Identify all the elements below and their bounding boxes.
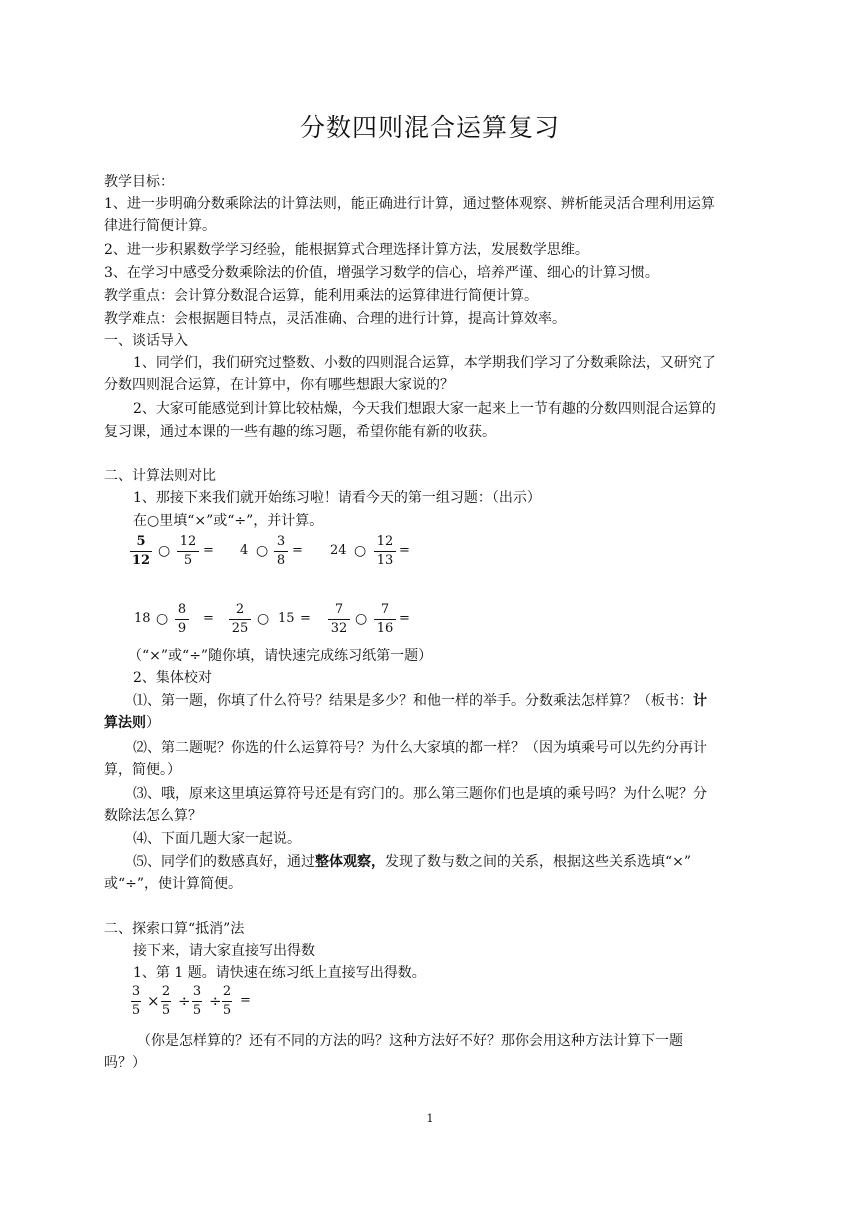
divide-sign: ÷	[178, 992, 191, 1010]
objectives-heading: 教学目标：	[104, 174, 174, 190]
integer: 24	[330, 543, 347, 558]
fraction: 5 12	[131, 534, 151, 568]
fraction: 3 8	[274, 534, 288, 569]
question-1-text: ⑴、第一题，你填了什么符号？结果是多少？和他一样的举手。分数乘法怎样算？（板书：	[133, 693, 693, 709]
fraction: 8 9	[175, 602, 189, 637]
section-1-heading: 一、谈话导入	[104, 333, 188, 349]
integer: 18	[134, 611, 151, 626]
question-5-line-2: 或“÷”，使计算简便。	[104, 876, 243, 892]
question-1-line-2	[104, 712, 760, 734]
integer: 15	[278, 611, 295, 626]
difficulty: 教学难点：会根据题目特点，灵活准确、合理的进行计算，提高计算效率。	[104, 311, 566, 327]
equals-sign: =	[292, 543, 303, 558]
question-5-bold: 整体观察，	[315, 854, 385, 870]
page-number: 1	[426, 1112, 434, 1125]
divide-sign: ÷	[209, 992, 222, 1010]
question-1-line-1	[133, 690, 760, 712]
fraction: 7 16	[374, 602, 396, 637]
section-2-paragraph-2: 在○里填“×”或“÷”，并计算。	[133, 513, 324, 529]
fraction: 12 13	[374, 534, 396, 569]
fraction: 3 5	[192, 984, 202, 1018]
blank-circle[interactable]: ○	[355, 611, 368, 627]
question-2-line-2: 算，简便。）	[104, 762, 181, 778]
section-3-heading: 二、探索口算“抵消”法	[104, 921, 245, 937]
section-1-paragraph-2-line-1: 2、大家可能感觉到计算比较枯燥，今天我们想跟大家一起来上一节有趣的分数四则混合运算的	[133, 401, 716, 417]
question-2-line-1: ⑵、第二题呢？你选的什么运算符号？为什么大家填的都一样？（因为填乘号可以先约分再计	[133, 740, 707, 756]
fraction: 3 5	[131, 984, 141, 1018]
question-5-line-1	[133, 851, 760, 873]
equals-sign: =	[203, 543, 214, 558]
fraction: 2 25	[229, 602, 251, 637]
blank-circle[interactable]: ○	[158, 543, 171, 559]
key-point: 教学重点：会计算分数混合运算，能利用乘法的运算律进行简便计算。	[104, 288, 538, 304]
section-3-paragraph-1: 接下来，请大家直接写出得数	[133, 943, 315, 959]
blank-circle[interactable]: ○	[156, 611, 169, 627]
integer: 4	[240, 543, 249, 558]
page-title: 分数四则混合运算复习	[299, 113, 560, 142]
section-3-paragraph-2: 1、第 1 题。请快速在练习纸上直接写出得数。	[133, 965, 426, 981]
fraction: 7 32	[328, 602, 350, 637]
section-1-paragraph-1-line-1: 1、同学们，我们研究过整数、小数的四则混合运算，本学期我们学习了分数乘除法，又研究了	[133, 355, 716, 371]
equals-sign: =	[203, 611, 214, 626]
section-2-paragraph-1: 1、那接下来我们就开始练习啦！请看今天的第一组习题：（出示）	[133, 490, 541, 506]
exercise-note: （“×”或“÷”随你填，请快速完成练习纸第一题）	[128, 648, 433, 664]
section-3-note-line-1: （你是怎样算的？还有不同的方法的吗？这种方法好不好？那你会用这种方法计算下一题	[137, 1033, 683, 1049]
equals-sign: =	[399, 611, 410, 626]
question-1-tail: ）	[146, 715, 160, 731]
equals-sign: =	[399, 543, 410, 558]
equals-sign: =	[240, 993, 251, 1008]
question-5-text-2: 发现了数与数之间的关系，根据这些关系选填“×”	[385, 854, 692, 870]
blank-circle[interactable]: ○	[257, 611, 270, 627]
blank-circle[interactable]: ○	[256, 543, 269, 559]
fraction: 12 5	[177, 534, 199, 569]
equals-sign: =	[300, 611, 311, 626]
question-5-text: ⑸、同学们的数感真好，通过	[133, 854, 315, 870]
fraction: 2 5	[161, 984, 171, 1018]
question-1-bold: 计	[693, 693, 707, 709]
objective-1-line-1: 1、进一步明确分数乘除法的计算法则，能正确进行计算，通过整体观察、辨析能灵活合理利用运算	[104, 196, 715, 212]
section-1-paragraph-2-line-2: 复习课，通过本课的一些有趣的练习题，希望你能有新的收获。	[104, 424, 496, 440]
section-2-paragraph-3: 2、集体校对	[133, 670, 212, 686]
section-3-note-line-2: 吗？）	[104, 1055, 146, 1071]
objective-1-line-2: 律进行简便计算。	[104, 218, 216, 234]
fraction: 2 5	[222, 984, 232, 1018]
multiply-sign: ×	[147, 992, 160, 1010]
section-2-heading: 二、计算法则对比	[104, 468, 216, 484]
objective-2: 2、进一步积累数学学习经验，能根据算式合理选择计算方法，发展数学思维。	[104, 242, 589, 258]
question-4: ⑷、下面几题大家一起说。	[133, 831, 301, 847]
question-3-line-2: 数除法怎么算？	[104, 808, 202, 824]
question-3-line-1: ⑶、哦，原来这里填运算符号还是有窍门的。那么第三题你们也是填的乘号吗？为什么呢？分	[133, 786, 707, 802]
blank-circle[interactable]: ○	[354, 543, 367, 559]
section-1-paragraph-1-line-2: 分数四则混合运算，在计算中，你有哪些想跟大家说的？	[104, 377, 454, 393]
question-1-bold-2: 算法则	[104, 715, 146, 731]
objective-3: 3、在学习中感受分数乘除法的价值，增强学习数学的信心，培养严谨、细心的计算习惯。	[104, 265, 659, 281]
